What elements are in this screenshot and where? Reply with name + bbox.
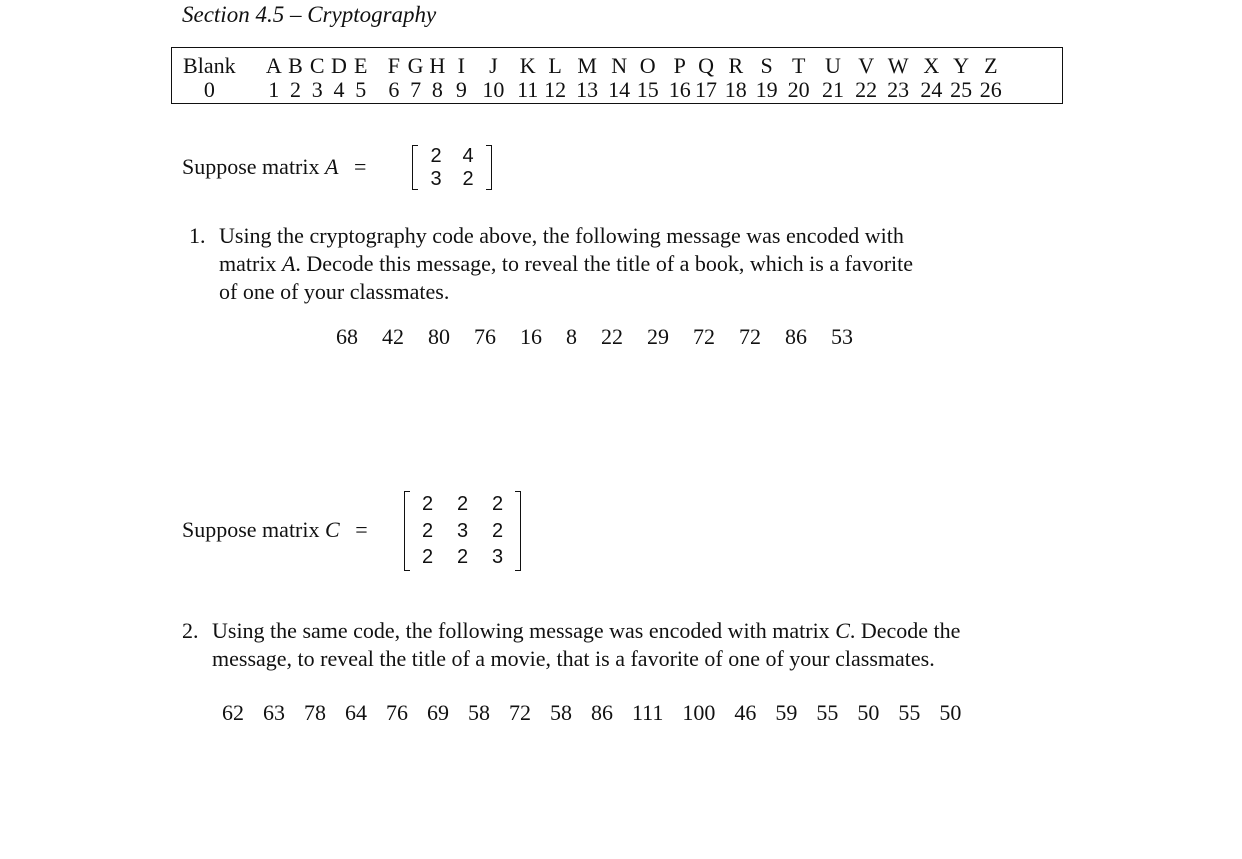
problem1-line-2-seg-1: matrix — [219, 251, 282, 276]
problem-1-number: 1. — [189, 223, 206, 248]
code-letter-h: H — [429, 53, 446, 78]
matrix-a-equals: = — [353, 154, 367, 179]
code-number-6: 6 — [388, 77, 400, 102]
problem1-line-3-seg-1: of one of your classmates. — [219, 279, 450, 304]
matrix-c-entry-3-3: 3 — [491, 546, 504, 569]
code-number-26: 26 — [979, 77, 1002, 102]
problem-1 — [189, 222, 1009, 312]
problem2-line-1-seg-3: . Decode the — [849, 618, 961, 643]
problem1-line-1-seg-1: Using the cryptography code above, the following message was encoded with — [219, 223, 904, 248]
problem1-code-3: 80 — [428, 324, 450, 349]
code-number-11: 11 — [517, 77, 539, 102]
problem-2-text — [212, 617, 960, 673]
code-letter-y: Y — [953, 53, 969, 78]
code-number-18: 18 — [724, 77, 747, 102]
problem1-code-4: 76 — [474, 324, 496, 349]
problem1-code-11: 86 — [785, 324, 807, 349]
code-letter-g: G — [407, 53, 424, 78]
code-number-19: 19 — [755, 77, 778, 102]
problem2-code-7: 58 — [468, 700, 490, 725]
code-number-20: 20 — [787, 77, 810, 102]
code-number-25: 25 — [950, 77, 973, 102]
matrix-c-label-text: Suppose matrix — [182, 517, 320, 542]
code-number-17: 17 — [695, 77, 718, 102]
code-letter-d: D — [331, 53, 347, 78]
matrix-c-label — [182, 517, 368, 543]
code-number-2: 2 — [290, 77, 301, 102]
problem1-code-6: 8 — [566, 324, 577, 349]
problem2-line-1 — [212, 617, 960, 645]
matrix-c-entry-2-3: 2 — [491, 519, 504, 542]
problem1-code-10: 72 — [739, 324, 761, 349]
matrix-a-entry-2-1: 3 — [430, 167, 442, 190]
code-number-4: 4 — [333, 77, 345, 102]
code-number-9: 9 — [455, 77, 467, 102]
code-number-13: 13 — [576, 77, 599, 102]
code-letter-f: F — [387, 53, 400, 78]
code-letter-z: Z — [984, 53, 998, 78]
matrix-a-label-text: Suppose matrix — [182, 154, 320, 179]
problem1-code-1: 68 — [336, 324, 358, 349]
matrix-c-entry-3-2: 2 — [456, 546, 469, 569]
problem1-code-2: 42 — [382, 324, 404, 349]
code-letter-p: P — [673, 53, 686, 78]
problem-1-encoded-message — [336, 324, 877, 350]
problem-2-encoded-message — [222, 700, 980, 726]
problem1-code-8: 29 — [647, 324, 669, 349]
problem2-code-3: 78 — [304, 700, 326, 725]
problem2-code-9: 58 — [550, 700, 572, 725]
code-letter-j: J — [489, 53, 498, 78]
problem1-code-12: 53 — [831, 324, 853, 349]
code-letter-t: T — [791, 53, 806, 78]
code-number-10: 10 — [482, 77, 505, 102]
code-letter-w: W — [887, 53, 909, 78]
code-number-3: 3 — [311, 77, 323, 102]
problem1-line-2 — [219, 250, 913, 278]
problem1-code-9: 72 — [693, 324, 715, 349]
code-letter-l: L — [548, 53, 562, 78]
code-letter-x: X — [923, 53, 940, 78]
problem-1-text — [219, 222, 913, 306]
code-letter-q: Q — [698, 53, 714, 78]
problem-2-number: 2. — [182, 618, 199, 643]
code-letter-c: C — [309, 53, 325, 78]
code-number-14: 14 — [608, 77, 631, 102]
code-number-1: 1 — [268, 77, 280, 102]
problem2-code-16: 50 — [857, 700, 880, 725]
problem2-code-18: 50 — [939, 700, 962, 725]
problem2-code-15: 55 — [816, 700, 839, 725]
problem2-code-1: 62 — [222, 700, 244, 725]
matrix-c-equals: = — [355, 517, 368, 542]
problem2-code-10: 86 — [591, 700, 613, 725]
matrix-c-entry-2-2: 3 — [456, 519, 469, 542]
matrix-c-name: C — [325, 517, 340, 542]
code-number-24: 24 — [920, 77, 943, 102]
problem2-code-13: 46 — [734, 700, 757, 725]
code-number-22: 22 — [855, 77, 878, 102]
matrix-c-entry-1-3: 2 — [491, 493, 504, 515]
matrix-a-entry-2-2: 2 — [462, 167, 474, 190]
problem1-line-1 — [219, 222, 913, 250]
code-letter-o: O — [639, 53, 656, 78]
code-number-23: 23 — [887, 77, 910, 102]
problem2-code-11: 111 — [632, 700, 664, 725]
problem2-code-5: 76 — [386, 700, 408, 725]
matrix-c-entry-1-1: 2 — [421, 493, 434, 515]
code-letter-r: R — [728, 53, 744, 78]
cryptography-code-table — [171, 47, 1063, 104]
matrix-a-entry-1-2: 4 — [462, 145, 474, 167]
code-number-12: 12 — [544, 77, 567, 102]
code-letter-v: V — [858, 53, 875, 78]
problem2-line-2-seg-1: message, to reveal the title of a movie, that is a favorite of one of your classmates. — [212, 646, 935, 671]
problem2-code-8: 72 — [509, 700, 531, 725]
code-letter-u: U — [825, 53, 841, 78]
problem2-code-2: 63 — [263, 700, 285, 725]
code-number-15: 15 — [636, 77, 659, 102]
problem2-code-14: 59 — [775, 700, 798, 725]
code-letter-i: I — [457, 53, 465, 78]
code-number-7: 7 — [410, 77, 422, 102]
matrix-a-entry-1-1: 2 — [430, 145, 442, 167]
code-letter-s: S — [760, 53, 773, 78]
problem2-line-1-seg-2: C — [835, 618, 850, 643]
matrix-c-entry-3-1: 2 — [421, 546, 434, 569]
problem2-code-17: 55 — [898, 700, 921, 725]
problem1-code-7: 22 — [601, 324, 623, 349]
code-number-16: 16 — [668, 77, 691, 102]
problem2-code-6: 69 — [427, 700, 449, 725]
problem-2 — [182, 617, 1082, 677]
problem1-line-2-seg-3: . Decode this message, to reveal the title of a book, which is a favorite — [295, 251, 914, 276]
matrix-c-entry-1-2: 2 — [456, 493, 469, 515]
problem1-line-3 — [219, 278, 913, 306]
problem2-line-1-seg-1: Using the same code, the following message was encoded with matrix — [212, 618, 836, 643]
matrix-c — [404, 491, 521, 571]
problem1-code-5: 16 — [520, 324, 542, 349]
problem2-line-2 — [212, 645, 960, 673]
matrix-a-label — [182, 154, 366, 180]
matrix-a — [412, 145, 492, 190]
code-letter-blank: Blank — [183, 53, 236, 78]
code-letter-n: N — [611, 53, 628, 78]
code-number-21: 21 — [821, 77, 844, 102]
code-number-8: 8 — [431, 77, 443, 102]
code-letter-e: E — [353, 53, 368, 78]
code-number-5: 5 — [355, 77, 367, 102]
code-number-0: 0 — [203, 77, 215, 102]
problem2-code-12: 100 — [682, 700, 716, 725]
code-letter-b: B — [288, 53, 303, 78]
section-header: Section 4.5 – Cryptography — [182, 2, 437, 27]
matrix-a-name: A — [325, 154, 339, 179]
code-letter-m: M — [577, 53, 597, 78]
code-letter-a: A — [265, 53, 282, 78]
matrix-c-entry-2-1: 2 — [421, 519, 434, 542]
code-letter-k: K — [519, 53, 536, 78]
problem2-code-4: 64 — [345, 700, 367, 725]
problem1-line-2-seg-2: A — [281, 251, 296, 276]
